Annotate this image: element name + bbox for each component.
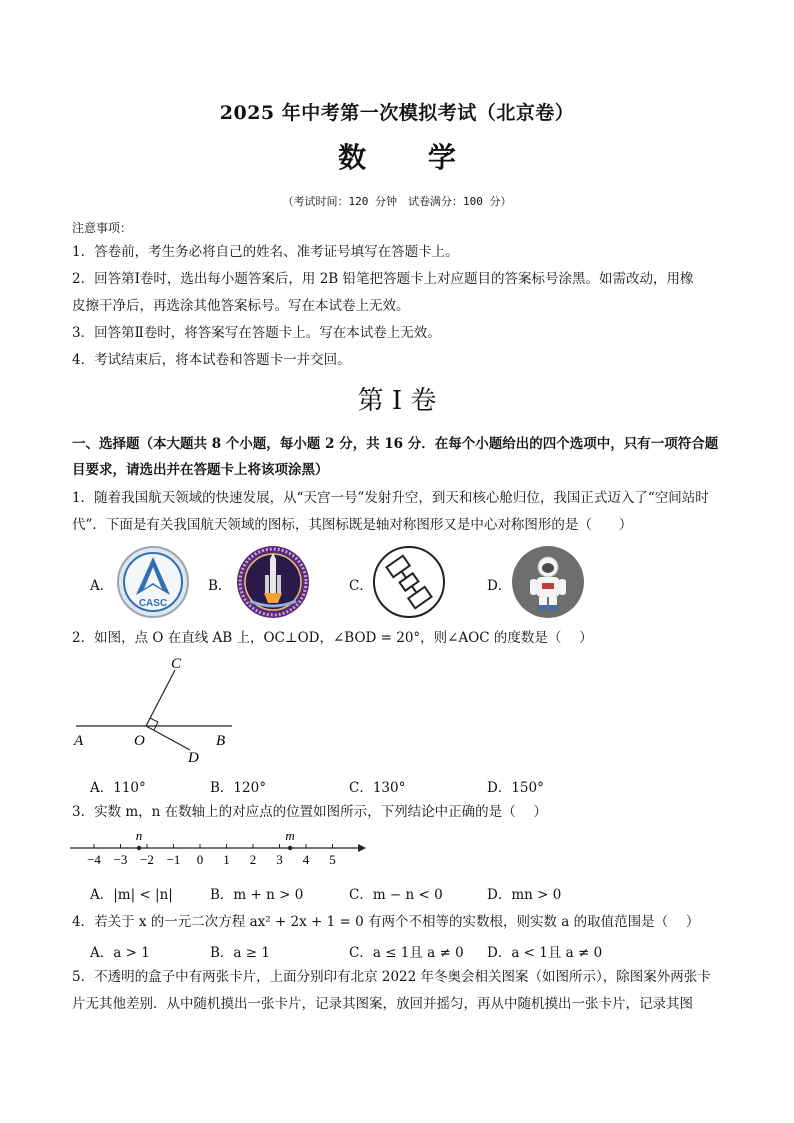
q3-number-line <box>66 828 366 868</box>
number-line-tick-label: −3 <box>113 852 128 867</box>
notice-item: 3．回答第Ⅱ卷时，将答案写在答题卡上。写在本试卷上无效。 <box>72 325 441 341</box>
number-line-tick-label: 1 <box>223 852 230 867</box>
astronaut-icon <box>511 545 585 619</box>
notice-item: 4．考试结束后，将本试卷和答题卡一并交回。 <box>72 352 351 368</box>
notice-item: 1．答卷前，考生务必将自己的姓名、准考证号填写在答题卡上。 <box>72 244 459 260</box>
q1-option-a-label: A． <box>90 578 114 594</box>
number-line-point-label-m: m <box>285 828 295 843</box>
label-C: C <box>171 656 182 672</box>
number-line-tick-label: 2 <box>249 852 257 867</box>
question-1-stem-cont: 代”．下面是有关我国航天领域的图标，其图标既是轴对称图形又是中心对称图形的是（ ） <box>72 517 633 533</box>
notice-heading: 注意事项： <box>72 221 133 235</box>
question-2-stem: 2．如图，点 O 在直线 AB 上，OC⊥OD，∠BOD = 20°，则∠AOC 的度数是（ ） <box>72 630 593 646</box>
q2-options <box>90 776 710 794</box>
notice-item: 皮擦干净后，再选涂其他答案标号。写在本试卷上无效。 <box>72 298 410 314</box>
q2-option-c: C．130° <box>349 780 406 796</box>
q2-option-b: B．120° <box>210 780 266 796</box>
satellite-icon <box>372 545 446 619</box>
number-line-point-label-n: n <box>135 828 143 843</box>
q4-options <box>90 941 710 959</box>
number-line-tick-label: 3 <box>276 852 283 867</box>
exam-title: 2025 年中考第一次模拟考试（北京卷） <box>219 102 575 124</box>
q3-option-b: B．m + n > 0 <box>210 887 304 903</box>
casc-text: CASC <box>138 598 168 609</box>
number-line-tick-label: 0 <box>196 852 204 867</box>
number-line-point-m <box>288 846 292 850</box>
label-D: D <box>188 750 199 766</box>
number-line-tick-label: −4 <box>87 852 101 867</box>
subject-title: 数 学 <box>338 141 482 174</box>
label-A: A <box>74 733 84 749</box>
exam-time-info: （考试时间：120 分钟 试卷满分：100 分） <box>282 195 512 208</box>
section-heading-cont: 目要求，请选出并在答题卡上将该项涂黑） <box>72 462 329 478</box>
q3-option-a: A．|m| < |n| <box>90 887 173 903</box>
q2-geometry-figure <box>70 652 240 767</box>
q4-option-b: B．a ≥ 1 <box>210 945 270 961</box>
question-3-stem: 3．实数 m，n 在数轴上的对应点的位置如图所示，下列结论中正确的是（ ） <box>72 804 547 820</box>
q4-option-c: C．a ≤ 1且 a ≠ 0 <box>349 945 464 961</box>
label-O: O <box>134 733 145 749</box>
number-line-tick-label: −1 <box>166 852 181 867</box>
number-line-tick-label: 4 <box>302 852 310 867</box>
q2-option-a: A．110° <box>90 780 146 796</box>
question-1-stem: 1．随着我国航天领域的快速发展，从“天宫一号”发射升空，到天和核心舱归位，我国正式迈入了“空间站时 <box>72 490 709 506</box>
q1-option-b-label: B． <box>208 578 232 594</box>
q1-option-d-label: D． <box>487 578 512 594</box>
q3-option-d: D．mn > 0 <box>487 887 562 903</box>
number-line-point-n <box>137 846 141 850</box>
question-5-stem-cont: 片无其他差别．从中随机摸出一张卡片，记录其图案，放回并摇匀，再从中随机摸出一张卡片，记录其图 <box>72 996 693 1012</box>
q3-options <box>90 883 710 901</box>
label-B: B <box>216 733 226 749</box>
q4-option-d: D．a < 1且 a ≠ 0 <box>487 945 603 961</box>
question-5-stem: 5．不透明的盒子中有两张卡片，上面分别印有北京 2022 年冬奥会相关图案（如图所示），除图案外两张卡 <box>72 969 711 985</box>
q3-option-c: C．m − n < 0 <box>349 887 443 903</box>
section-heading: 一、选择题（本大题共 8 个小题，每小题 2 分，共 16 分．在每个小题给出的四个选项中，只有一项符合题 <box>72 436 719 452</box>
number-line-tick-label: 5 <box>329 852 336 867</box>
number-line-tick-label: −2 <box>140 852 154 867</box>
q1-option-c-label: C． <box>349 578 373 594</box>
mission-patch-icon <box>236 545 310 619</box>
q2-option-d: D．150° <box>487 780 544 796</box>
notice-item: 2．回答第Ⅰ卷时，选出每小题答案后，用 2B 铅笔把答题卡上对应题目的答案标号涂黑。如需改动，用橡 <box>72 271 694 287</box>
q4-option-a: A．a > 1 <box>90 945 150 961</box>
part-title: 第 I 卷 <box>357 386 437 416</box>
question-4-stem: 4．若关于 x 的一元二次方程 ax² + 2x + 1 = 0 有两个不相等的实数根，则实数 a 的取值范围是（ ） <box>72 914 700 930</box>
casc-emblem-icon <box>116 545 190 619</box>
